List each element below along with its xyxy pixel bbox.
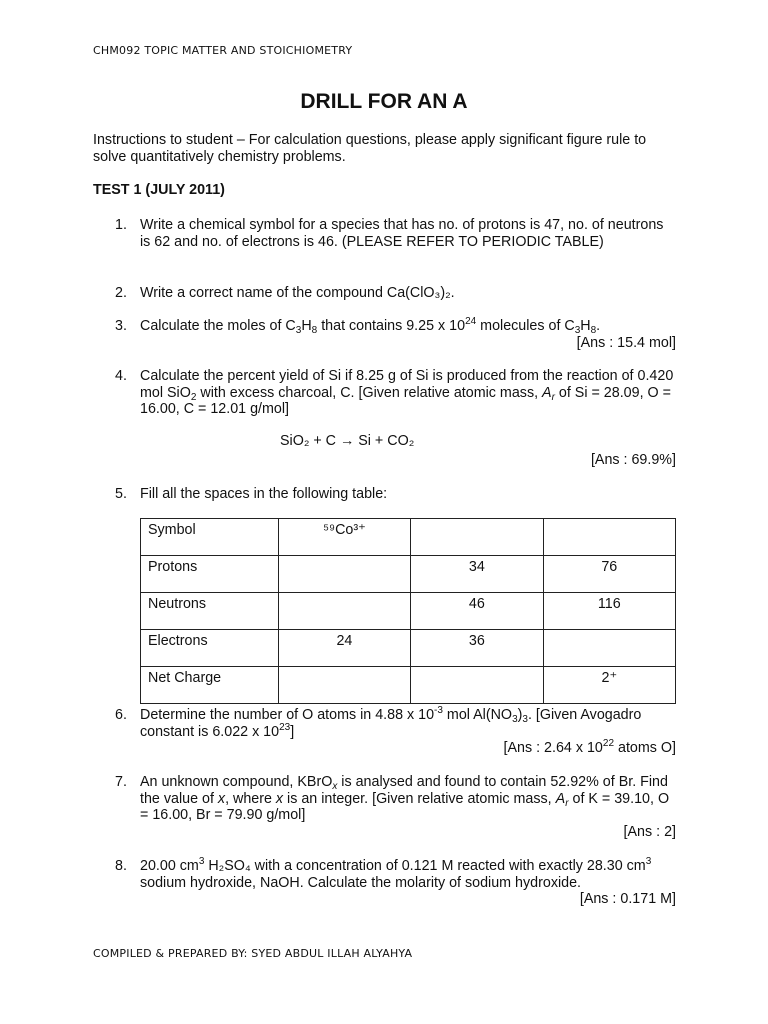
question-5	[115, 486, 676, 503]
answer: [Ans : 69.9%]	[590, 452, 676, 468]
table-row	[141, 593, 676, 630]
question-text: Write a correct name of the compound Ca(ClO₃)₂.	[140, 285, 455, 301]
question-text: Fill all the spaces in the following table:	[140, 486, 388, 502]
species-table	[140, 518, 676, 704]
row-label: Net Charge	[141, 667, 279, 704]
answer: [Ans : 2.64 x $10^{22}$ atoms O]	[503, 738, 676, 756]
table-row	[141, 667, 676, 704]
question-number: 1.	[115, 217, 127, 233]
table-cell	[411, 667, 543, 704]
table-row	[141, 630, 676, 667]
row-label: Neutrons	[141, 593, 279, 630]
question-number: 6.	[115, 707, 127, 723]
question-text: Calculate the moles of $C_3H_8$ that contains 9.25 x $10^{24}$ molecules of $C_3H_8$.	[140, 316, 601, 336]
question-text: Calculate the percent yield of Si if 8.25 g of Si is produced from the reaction of 0.420 mol SiO$_2$ with excess charcoal, C. [Given relative atomic mass, $A_r$ of Si = 28.09, O = 16.00, C = 12.01 g/mol]	[140, 368, 674, 417]
row-label: Symbol	[141, 519, 279, 556]
page-title: DRILL FOR AN A	[300, 90, 468, 113]
question-number: 5.	[115, 486, 127, 502]
question-number: 2.	[115, 285, 127, 301]
row-label: Protons	[141, 556, 279, 593]
page-footer: COMPILED & PREPARED BY: SYED ABDUL ILLAH ALYAHYA	[93, 947, 413, 960]
question-8	[115, 858, 676, 908]
question-6	[115, 707, 676, 757]
instructions: Instructions to student – For calculation questions, please apply significant figure rule to solve quantitatively chemistry problems.	[93, 132, 647, 165]
test-heading: TEST 1 (JULY 2011)	[93, 182, 225, 198]
question-4	[115, 368, 676, 418]
table-cell: 24	[278, 630, 411, 667]
question-text: An unknown compound, KBrO$_x$ is analysed and found to contain 52.92% of Br. Find the value of x, where x is an integer. [Given relative atomic mass, $A_r$ of K = 39.10, O = 16.00, Br = 79.90 g/mol]	[140, 774, 670, 823]
question-7	[115, 774, 676, 840]
table-cell	[278, 593, 411, 630]
table-cell: 36	[411, 630, 543, 667]
answer: [Ans : 2]	[623, 823, 676, 840]
answer: [Ans : 0.171 M]	[579, 891, 676, 907]
table-row	[141, 556, 676, 593]
table-row	[141, 519, 676, 556]
table-cell: ⁵⁹Co³⁺	[278, 519, 411, 556]
table-cell	[411, 519, 543, 556]
question-number: 7.	[115, 774, 127, 790]
table-cell: 34	[411, 556, 543, 593]
row-label: Electrons	[141, 630, 279, 667]
question-text: Determine the number of O atoms in 4.88 x $10^{-3}$ mol $Al(NO_3)_3$. [Given Avogadro constant is 6.022 x $10^{23}$]	[140, 705, 642, 740]
table-cell: 2⁺	[543, 667, 675, 704]
question-number: 3.	[115, 318, 127, 334]
question-number: 4.	[115, 368, 127, 384]
question-text: Write a chemical symbol for a species that has no. of protons is 47, no. of neutrons is 62 and no. of electrons is 46. (PLEASE REFER TO PERIODIC TABLE)	[140, 217, 664, 250]
page-header: CHM092 TOPIC MATTER AND STOICHIOMETRY	[93, 44, 353, 57]
chemical-equation: SiO₂ + C → Si + CO₂	[280, 433, 415, 449]
table-cell	[278, 556, 411, 593]
table-cell: 116	[543, 593, 675, 630]
question-text: 20.00 $cm^3$ H₂SO₄ with a concentration of 0.121 M reacted with exactly 28.30 $cm^3$ sodium hydroxide, NaOH. Calculate the molarity of sodium hydroxide.	[140, 856, 652, 891]
question-1	[115, 217, 676, 250]
table-cell	[278, 667, 411, 704]
table-cell	[543, 630, 675, 667]
table-cell: 76	[543, 556, 675, 593]
question-number: 8.	[115, 858, 127, 874]
table-cell	[543, 519, 675, 556]
answer: [Ans : 15.4 mol]	[576, 334, 676, 351]
question-3	[115, 318, 676, 351]
table-cell: 46	[411, 593, 543, 630]
question-2	[115, 285, 676, 302]
